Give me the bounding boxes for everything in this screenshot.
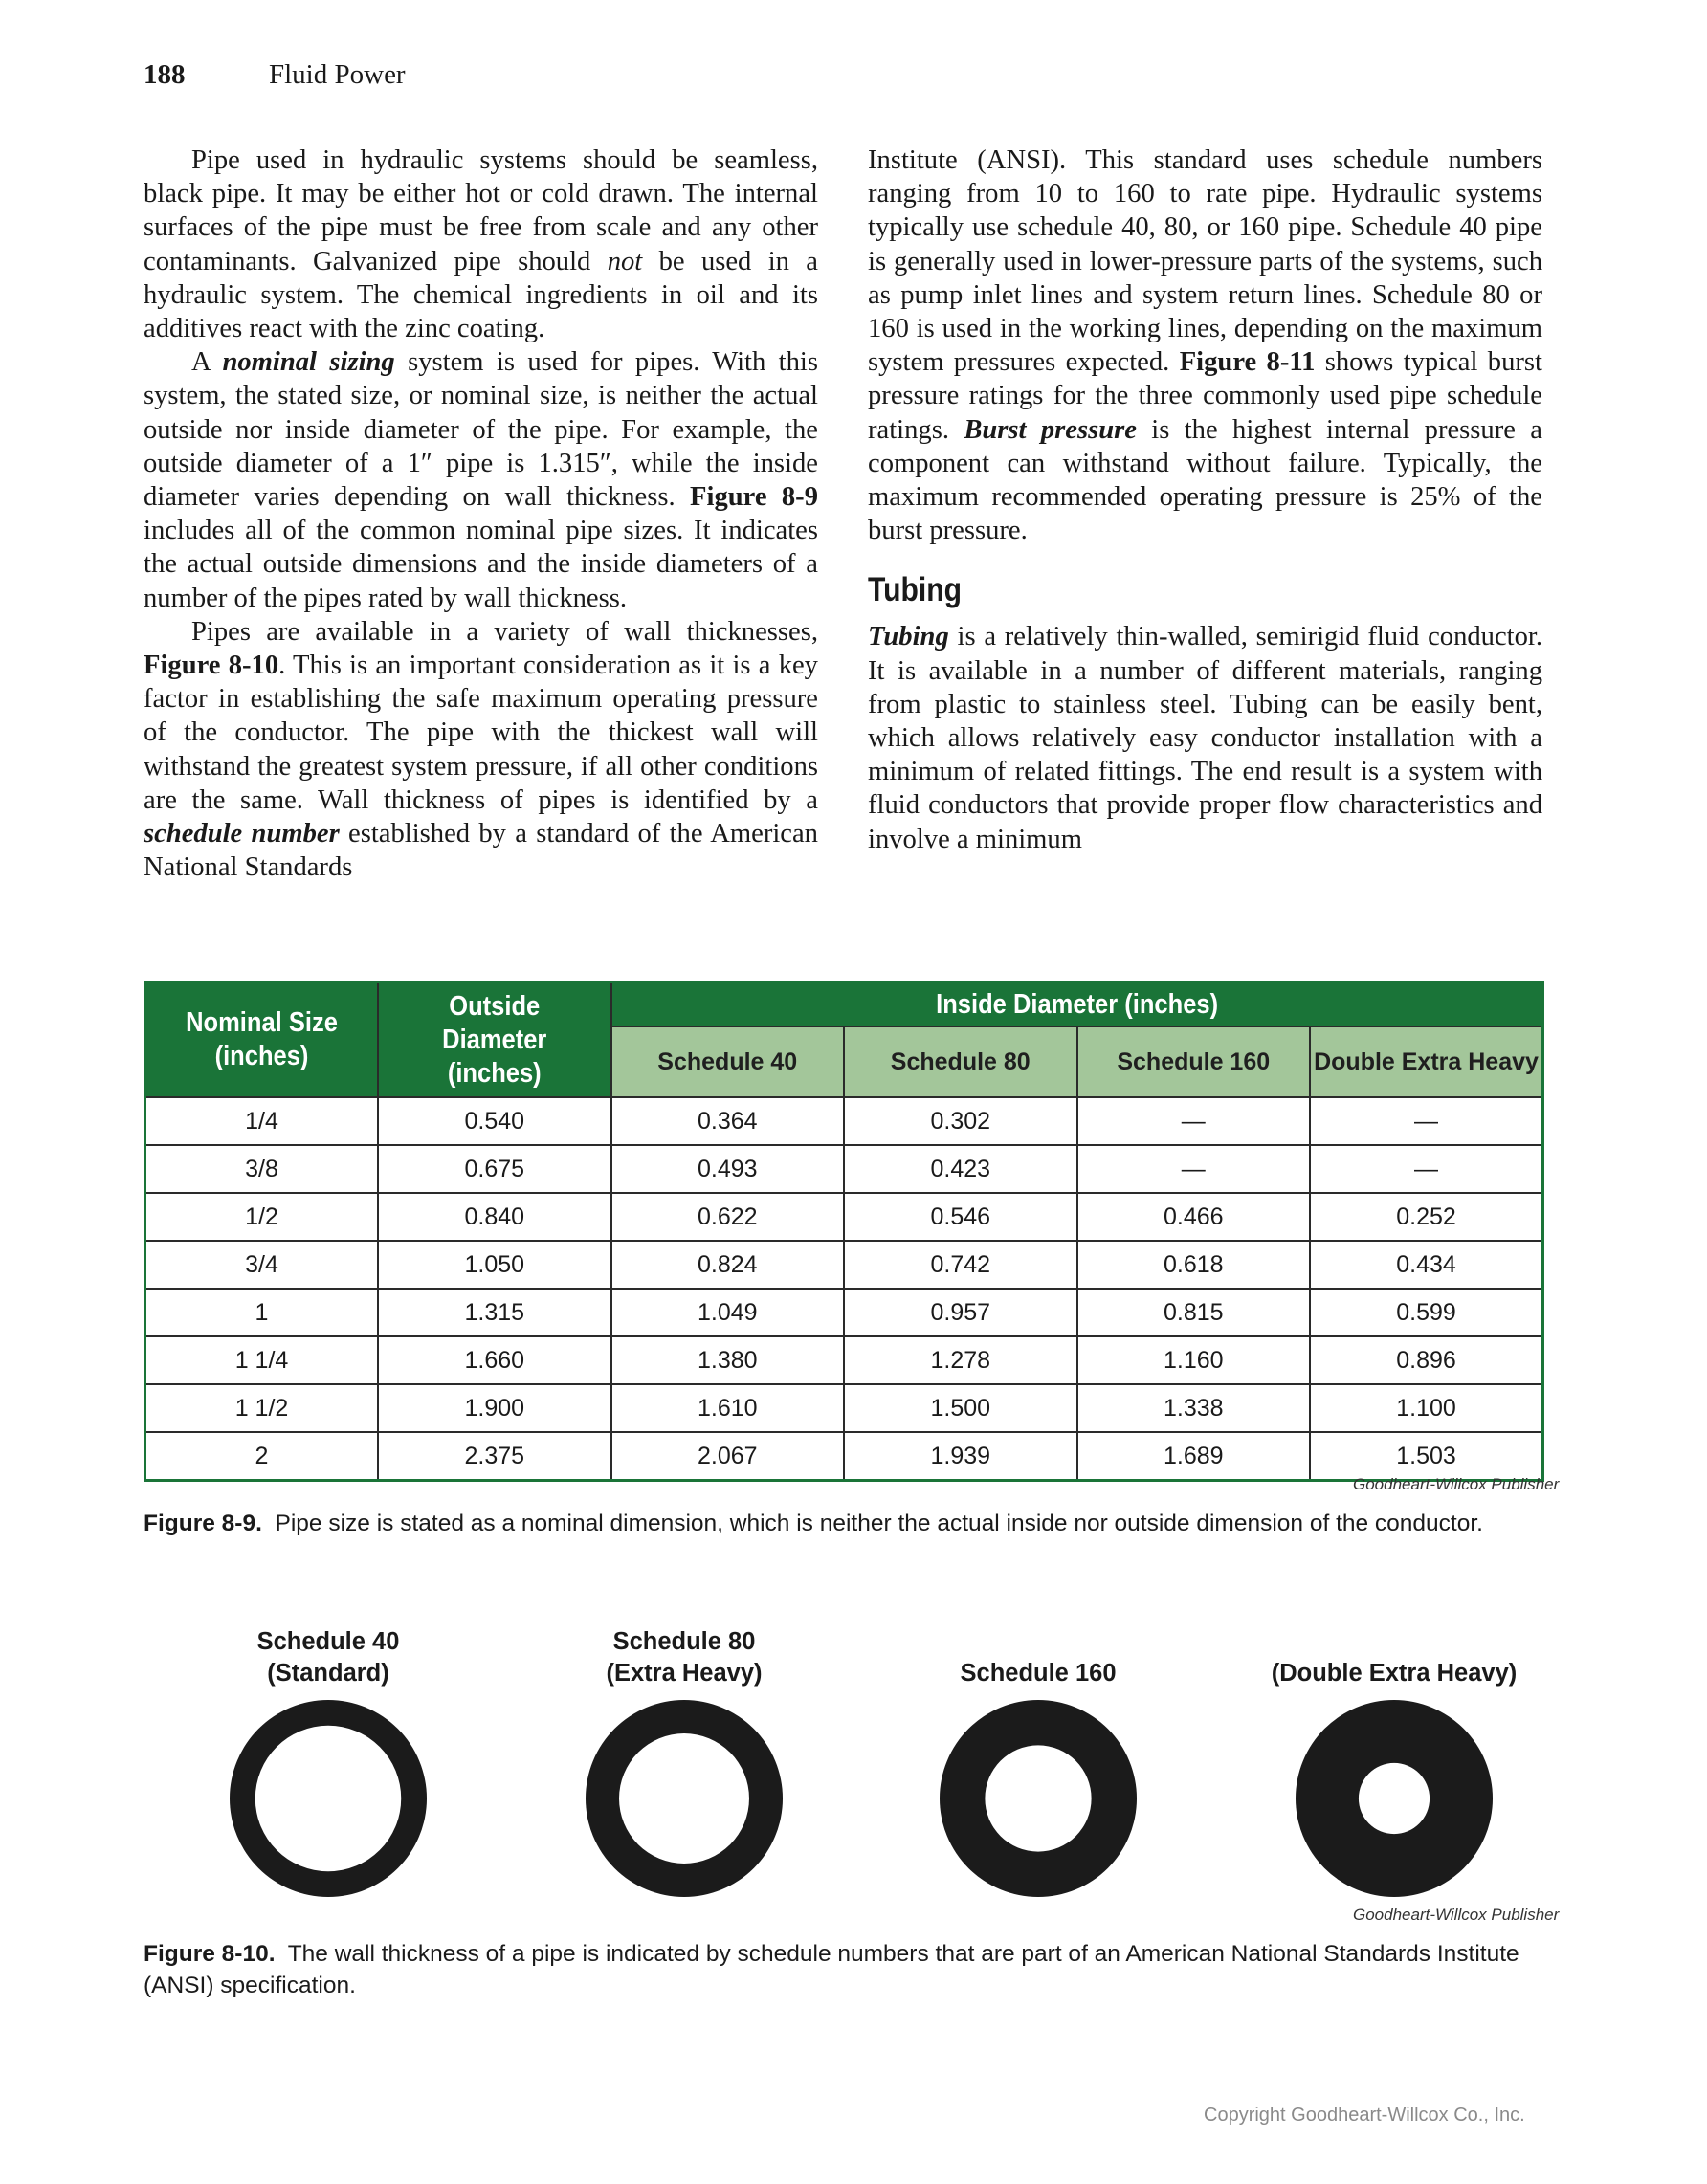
table-cell: 1 1/2 bbox=[145, 1384, 379, 1432]
subheader-schedule-80: Schedule 80 bbox=[844, 1026, 1077, 1097]
table-cell: — bbox=[1310, 1145, 1543, 1193]
term-tubing: Tubing bbox=[868, 622, 949, 652]
table-cell: 1.939 bbox=[844, 1432, 1077, 1481]
table-cell: 0.493 bbox=[611, 1145, 845, 1193]
table-cell: 1.500 bbox=[844, 1384, 1077, 1432]
table-body bbox=[145, 1097, 1543, 1481]
term-burst-pressure: Burst pressure bbox=[964, 414, 1137, 445]
table-cell: 0.599 bbox=[1310, 1289, 1543, 1336]
table-cell: 1.503 bbox=[1310, 1432, 1543, 1481]
pipe-size-table bbox=[144, 981, 1544, 1482]
figure-ref-8-9: Figure 8-9 bbox=[690, 482, 818, 513]
table-cell: 1.278 bbox=[844, 1336, 1077, 1384]
header-nominal-size: Nominal Size (inches) bbox=[145, 982, 379, 1098]
header-outside-diameter: Outside Diameter (inches) bbox=[378, 982, 611, 1098]
pipe-bore bbox=[985, 1745, 1091, 1851]
pipe-label-line1: Schedule 40 bbox=[256, 1628, 400, 1655]
page-number: 188 bbox=[144, 59, 186, 90]
table-row bbox=[145, 1289, 1543, 1336]
table-cell: 0.957 bbox=[844, 1289, 1077, 1336]
paragraph-tubing: Tubing is a relatively thin-walled, semirigid fluid conductor. It is available in a number of different materials, ranging from plastic to stainless steel. Tubing can be easily bent, which allows relatively easy conductor installation with a minimum of related fittings. The end result is a system with fluid conductors that provide proper flow characteristics and involve a minimum bbox=[868, 622, 1542, 854]
table-row bbox=[145, 1384, 1543, 1432]
table-cell: 1/4 bbox=[145, 1097, 379, 1145]
pipe-cross-section bbox=[584, 1698, 785, 1899]
figure-8-9-credit: Goodheart-Willcox Publisher bbox=[1353, 1475, 1560, 1493]
table-cell: 1/2 bbox=[145, 1193, 379, 1241]
table-cell: 0.742 bbox=[844, 1241, 1077, 1289]
pipe-label bbox=[1251, 1626, 1538, 1689]
table-cell: 1 1/4 bbox=[145, 1336, 379, 1384]
table-cell: 0.622 bbox=[611, 1193, 845, 1241]
pipe-label-line1: Schedule 80 bbox=[612, 1628, 756, 1655]
term-schedule-number: schedule number bbox=[144, 819, 340, 849]
table-cell: 1.160 bbox=[1077, 1336, 1311, 1384]
pipe-label-line2: (Double Extra Heavy) bbox=[1271, 1660, 1518, 1687]
table-cell: 1.100 bbox=[1310, 1384, 1543, 1432]
table-cell: 1 bbox=[145, 1289, 379, 1336]
table-cell: 1.049 bbox=[611, 1289, 845, 1336]
pipe-label bbox=[541, 1626, 828, 1689]
pipe-label-line2: Schedule 160 bbox=[960, 1660, 1117, 1687]
table-cell: — bbox=[1077, 1097, 1311, 1145]
table-cell: 1.380 bbox=[611, 1336, 845, 1384]
table-cell: 0.824 bbox=[611, 1241, 845, 1289]
pipe-cross-section bbox=[228, 1698, 429, 1899]
pipe-label-line2: (Standard) bbox=[267, 1660, 389, 1687]
paragraph-wall-thickness: Pipes are available in a variety of wall thicknesses, Figure 8-10. This is an important consideration as it is a key factor in establishing the safe maximum operating pressure of the conductor. The pipe with the thickest wall will withstand the greatest system pressure, if all other conditions are the same. Wall thickness of pipes is identified by a schedule number established by a standard of the American National Standards bbox=[144, 616, 818, 883]
table-row bbox=[145, 1336, 1543, 1384]
table-row bbox=[145, 1432, 1543, 1481]
pipe-label-line1 bbox=[895, 1626, 1182, 1658]
pipe-label-line2: (Extra Heavy) bbox=[606, 1660, 763, 1687]
table-cell: — bbox=[1310, 1097, 1543, 1145]
left-column bbox=[144, 143, 818, 884]
pipe-bore bbox=[1359, 1763, 1430, 1834]
table-cell: 1.610 bbox=[611, 1384, 845, 1432]
table-row bbox=[145, 1241, 1543, 1289]
pipe-cross-section bbox=[938, 1698, 1139, 1899]
table-cell: 0.466 bbox=[1077, 1193, 1311, 1241]
table-cell: 0.896 bbox=[1310, 1336, 1543, 1384]
table-cell: 2 bbox=[145, 1432, 379, 1481]
table-cell: 0.434 bbox=[1310, 1241, 1543, 1289]
paragraph-ansi-schedule: Institute (ANSI). This standard uses schedule numbers ranging from 10 to 160 to rate pipe. Hydraulic systems typically use schedule 40, 80, or 160 pipe. Schedule 40 pipe is generally used in lower-pressure parts of the systems, such as pump inlet lines and system return lines. Schedule 80 or 160 is used in the working lines, depending on the maximum system pressures expected. Figure 8-11 shows typical burst pressure ratings for the three commonly used pipe schedule ratings. Burst pressure is the highest internal pressure a component can withstand without failure. Typically, the maximum recommended operating pressure is 25% of the burst pressure. bbox=[868, 145, 1542, 546]
pipe-cross-section bbox=[1294, 1698, 1495, 1899]
table-cell: 0.302 bbox=[844, 1097, 1077, 1145]
figure-ref-8-10: Figure 8-10 bbox=[144, 651, 279, 681]
figure-8-9-table-wrapper bbox=[144, 981, 1541, 1482]
term-nominal-sizing: nominal sizing bbox=[222, 347, 395, 378]
table-cell: 1.689 bbox=[1077, 1432, 1311, 1481]
table-cell: 2.375 bbox=[378, 1432, 611, 1481]
table-cell: 1.660 bbox=[378, 1336, 611, 1384]
table-cell: 0.840 bbox=[378, 1193, 611, 1241]
table-cell: 0.675 bbox=[378, 1145, 611, 1193]
table-cell: 0.540 bbox=[378, 1097, 611, 1145]
copyright-notice: Copyright Goodheart-Willcox Co., Inc. bbox=[1204, 2105, 1525, 2126]
table-cell: — bbox=[1077, 1145, 1311, 1193]
running-title: Fluid Power bbox=[269, 59, 406, 90]
table-cell: 1.050 bbox=[378, 1241, 611, 1289]
table-cell: 0.252 bbox=[1310, 1193, 1543, 1241]
table-cell: 2.067 bbox=[611, 1432, 845, 1481]
table-cell: 0.815 bbox=[1077, 1289, 1311, 1336]
table-cell: 3/8 bbox=[145, 1145, 379, 1193]
section-heading-tubing: Tubing bbox=[868, 571, 963, 609]
header-inside-diameter-group: Inside Diameter (inches) bbox=[611, 982, 1543, 1027]
table-cell: 0.618 bbox=[1077, 1241, 1311, 1289]
paragraph-pipe-material: Pipe used in hydraulic systems should be seamless, black pipe. It may be either hot or cold drawn. The internal surfaces of the pipe must be free from scale and any other contaminants. Galvanized pipe should not be used in a hydraulic system. The chemical ingredients in oil and its additives react with the zinc coating. bbox=[144, 145, 818, 344]
subheader-schedule-40: Schedule 40 bbox=[611, 1026, 845, 1097]
table-cell: 1.900 bbox=[378, 1384, 611, 1432]
table-cell: 1.315 bbox=[378, 1289, 611, 1336]
figure-ref-8-11: Figure 8-11 bbox=[1179, 347, 1316, 378]
right-column bbox=[868, 143, 1542, 856]
pipe-label bbox=[895, 1626, 1182, 1689]
figure-8-10-credit: Goodheart-Willcox Publisher bbox=[1353, 1906, 1560, 1924]
table-cell: 0.364 bbox=[611, 1097, 845, 1145]
pipe-bore bbox=[255, 1726, 401, 1871]
subheader-schedule-160: Schedule 160 bbox=[1077, 1026, 1311, 1097]
pipe-label bbox=[185, 1626, 472, 1689]
figure-8-10-caption: Figure 8-10. The wall thickness of a pipe is indicated by schedule numbers that are part of an American National Standards Institute (ANSI) specification. bbox=[144, 1941, 1519, 1998]
table-cell: 0.423 bbox=[844, 1145, 1077, 1193]
table-row bbox=[145, 1193, 1543, 1241]
pipe-label-line1 bbox=[1251, 1626, 1538, 1658]
table-row bbox=[145, 1145, 1543, 1193]
table-cell: 0.546 bbox=[844, 1193, 1077, 1241]
figure-8-9-caption: Figure 8-9. Pipe size is stated as a nominal dimension, which is neither the actual inside nor outside dimension of the conductor. bbox=[144, 1511, 1483, 1536]
pipe-bore bbox=[619, 1733, 749, 1864]
table-row bbox=[145, 1097, 1543, 1145]
table-cell: 1.338 bbox=[1077, 1384, 1311, 1432]
subheader-double-extra-heavy: Double Extra Heavy bbox=[1310, 1026, 1543, 1097]
table-cell: 3/4 bbox=[145, 1241, 379, 1289]
paragraph-nominal-sizing: A nominal sizing system is used for pipes. With this system, the stated size, or nominal size, is neither the actual outside nor inside diameter of the pipe. For example, the outside diameter of a 1″ pipe is 1.315″, while the inside diameter varies depending on wall thickness. Figure 8-9 includes all of the common nominal pipe sizes. It indicates the actual outside dimensions and the inside diameters of a number of the pipes rated by wall thickness. bbox=[144, 347, 818, 613]
